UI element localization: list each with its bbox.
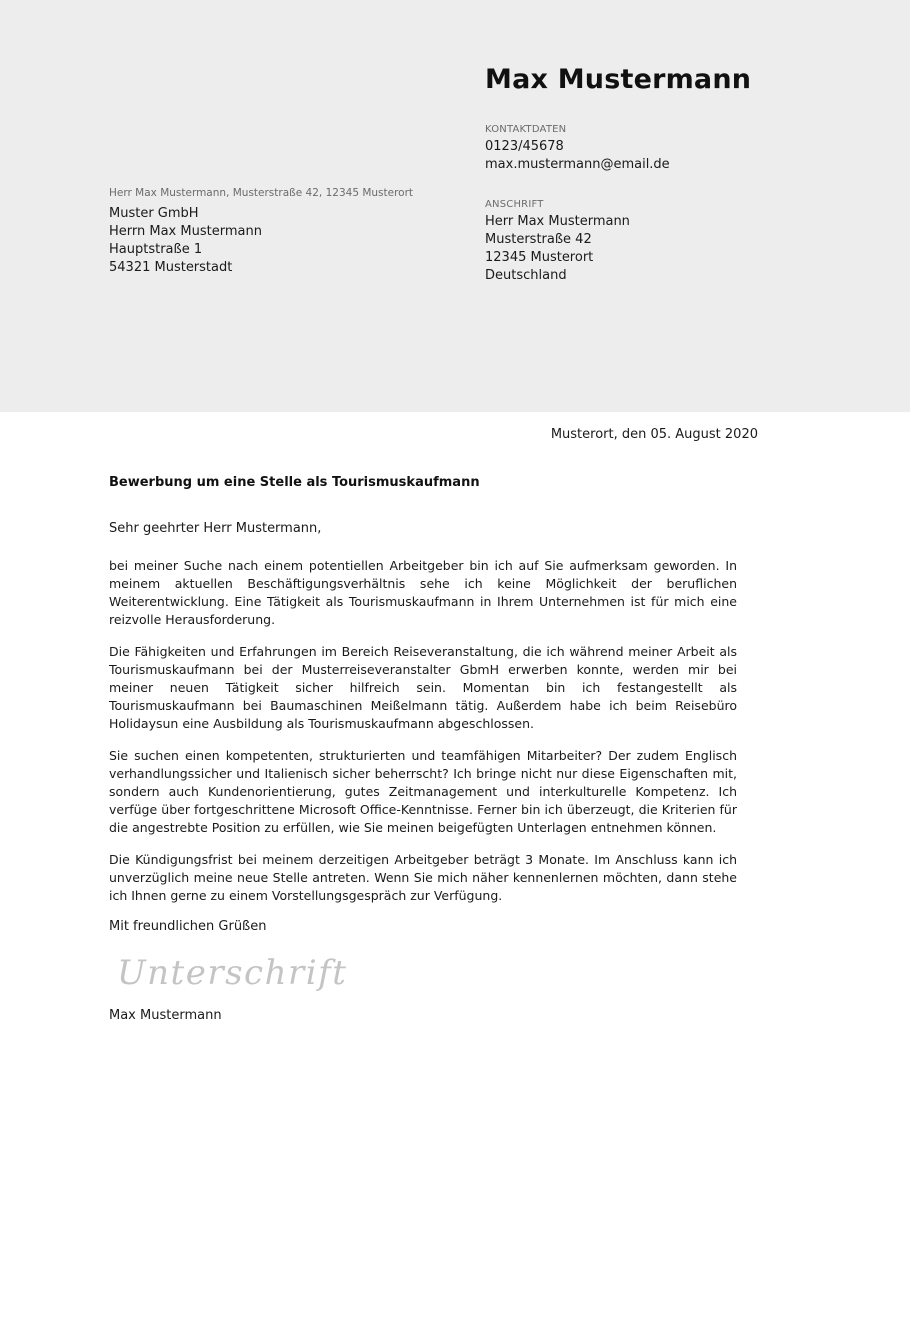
sender-phone: 0123/45678 [485,139,564,154]
body-paragraph: Sie suchen einen kompetenten, strukturierten und teamfähigen Mitarbeiter? Der zudem Englisch verhandlungssicher und Italienisch sicher beherrscht? Ich bringe nicht nur diese Eigenschaften mit, sondern auch Kundenorientierung, gutes Zeitmanagement und interkulturelle Kompetenz. Ich verfüge über fortgeschrittene Microsoft Office-Kenntnisse. Ferner bin ich überzeugt, die Kriterien für die angestrebte Position zu erfüllen, wie Sie meinen beigefügten Unterlagen entnehmen können. [109,748,737,835]
closing: Mit freundlichen Grüßen [109,919,267,934]
return-address: Herr Max Mustermann, Musterstraße 42, 12345 Musterort [109,187,414,199]
sender-address-line: 12345 Musterort [485,250,594,265]
recipient-line: Muster GmbH [109,206,199,221]
signer-name: Max Mustermann [109,1008,222,1023]
recipient-line: 54321 Musterstadt [109,260,233,275]
salutation: Sehr geehrter Herr Mustermann, [109,521,322,536]
sender-address-line: Herr Max Mustermann [485,214,630,229]
letter-subject: Bewerbung um eine Stelle als Tourismuskaufmann [109,475,480,490]
body-paragraph: Die Fähigkeiten und Erfahrungen im Bereich Reiseveranstaltung, die ich während meiner Arbeit als Tourismuskaufmann bei der Musterreiseveranstalter GbmH erwerben konnte, werden mir bei meiner neuen Tätigkeit sicher hilfreich sein. Momentan bin ich festangestellt als Tourismuskaufmann bei Baumaschinen Meißelmann tätig. Außerdem habe ich beim Reisebüro Holidaysun eine Ausbildung als Tourismuskaufmann abgeschlossen. [109,644,737,731]
recipient-line: Herrn Max Mustermann [109,224,262,239]
address-label: ANSCHRIFT [485,199,544,210]
letter-date: Musterort, den 05. August 2020 [550,427,758,442]
sender-email: max.mustermann@email.de [485,157,670,172]
body-paragraph: bei meiner Suche nach einem potentiellen Arbeitgeber bin ich auf Sie aufmerksam geworden. In meinem aktuellen Beschäftigungsverhältnis sehe ich keine Möglichkeit der beruflichen Weiterentwicklung. Eine Tätigkeit als Tourismuskaufmann in Ihrem Unternehmen ist für mich eine reizvolle Herausforderung. [109,558,737,627]
body-paragraph: Die Kündigungsfrist bei meinem derzeitigen Arbeitgeber beträgt 3 Monate. Im Anschluss kann ich unverzüglich meine neue Stelle antreten. Wenn Sie mich näher kennenlernen möchten, dann stehe ich Ihnen gerne zu einem Vorstellungsgespräch zur Verfügung. [109,852,737,903]
sender-address-line: Deutschland [485,268,567,283]
recipient-line: Hauptstraße 1 [109,242,203,257]
signature: Unterschrift [117,953,348,993]
sender-name: Max Mustermann [485,64,752,95]
sender-address-line: Musterstraße 42 [485,232,592,247]
contact-label: KONTAKTDATEN [485,124,567,135]
